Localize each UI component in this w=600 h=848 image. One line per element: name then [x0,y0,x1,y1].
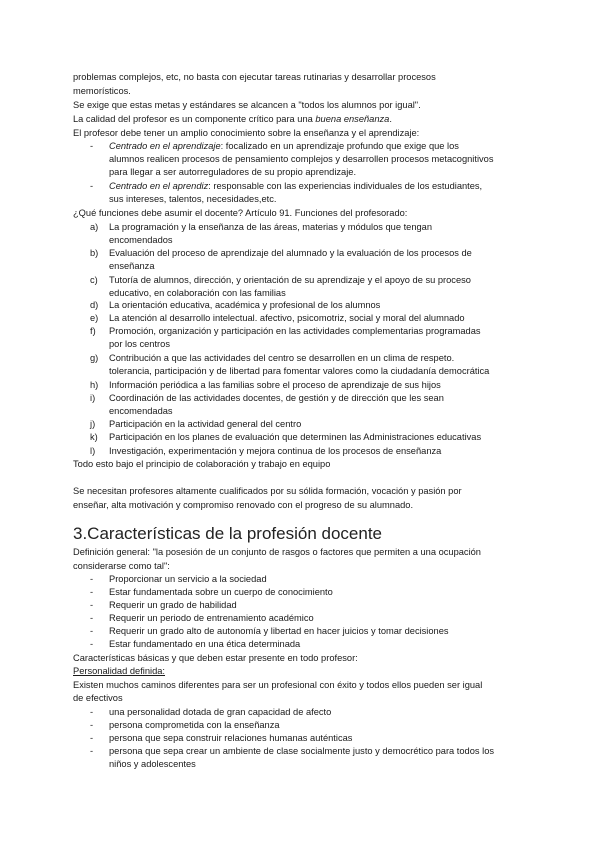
basics-line: Características básicas y que deben estar presente en todo profesor: [73,653,358,663]
function-item: Coordinación de las actividades docentes, de gestión y de dirección que les sean [109,393,444,403]
function-letter: g) [90,353,99,363]
trait-item: Requerir un grado alto de autonomía y libertad en hacer juicios y tomar decisiones [109,626,449,636]
focus-item-learner [109,180,482,193]
trait-bullet: - [90,587,94,597]
personality-intro-line-1: Existen muchos caminos diferentes para ser un profesional con éxito y todos ellos pueden ser igual [73,680,483,690]
function-letter: e) [90,313,99,323]
trait-item: Requerir un periodo de entrenamiento académico [109,613,314,623]
personality-bullet: - [90,733,94,743]
focus-item-text: : responsable con las experiencias individuales de los estudiantes, [208,181,483,191]
intro-line-4-end: . [389,114,392,124]
function-item: Promoción, organización y participación en las actividades complementarias programadas [109,326,481,336]
personality-item: persona comprometida con la enseñanza [109,720,280,730]
focus-item-cont: sus intereses, talentos, necesidades,etc. [109,194,277,204]
focus-item-term: Centrado en el aprendiz [109,181,209,191]
intro-line-4-emphasis: buena enseñanza [315,114,390,124]
function-item: Información periódica a las familias sobre el proceso de aprendizaje de sus hijos [109,380,441,390]
collaboration-line: Todo esto bajo el principio de colaboración y trabajo en equipo [73,459,331,469]
definition-line-1: Definición general: "la posesión de un conjunto de rasgos o factores que permiten a una ocupación [73,547,481,557]
focus-bullet: - [90,181,94,191]
personality-item: una personalidad dotada de gran capacidad de afecto [109,707,332,717]
function-letter: i) [90,393,96,403]
function-item-cont: encomendados [109,235,173,245]
trait-bullet: - [90,600,94,610]
function-letter: d) [90,300,99,310]
trait-item: Estar fundamentada sobre un cuerpo de conocimiento [109,587,333,597]
trait-item: Proporcionar un servicio a la sociedad [109,574,267,584]
focus-item-learning [109,140,459,153]
function-item-cont: tolerancia, participación y de libertad para fomentar valores como la ciudadanía democrática [109,366,490,376]
trait-bullet: - [90,613,94,623]
focus-item-cont: alumnos realicen procesos de pensamiento complejos y desarrollen procesos metacognitivos [109,154,494,164]
intro-line-4 [73,113,392,126]
focus-item-text: : focalizado en un aprendizaje profundo que exige que los [220,141,459,151]
intro-line-4-text: La calidad del profesor es un componente crítico para una [73,114,316,124]
function-letter: l) [90,446,96,456]
personality-item-cont: niños y adolescentes [109,759,196,769]
function-item-cont: educativo, en colaboración con las familias [109,288,286,298]
focus-item-term: Centrado en el aprendizaje [109,141,221,151]
function-letter: a) [90,222,99,232]
trait-bullet: - [90,639,94,649]
closing-line-2: enseñar, alta motivación y compromiso renovado con el progreso de su alumnado. [73,500,414,510]
function-item: Contribución a que las actividades del centro se desarrollen en un clima de respeto. [109,353,455,363]
function-item: La atención al desarrollo intelectual. afectivo, psicomotriz, social y moral del alumnado [109,313,465,323]
function-letter: h) [90,380,99,390]
function-item: Evaluación del proceso de aprendizaje del alumnado y la evaluación de los procesos de [109,248,472,258]
function-item: Participación en la actividad general del centro [109,419,302,429]
function-item-cont: por los centros [109,339,170,349]
function-item: Investigación, experimentación y mejora continua de los procesos de enseñanza [109,446,442,456]
personality-intro-line-2: de efectivos [73,693,123,703]
function-item: La programación y la enseñanza de las áreas, materias y módulos que tengan [109,222,433,232]
intro-line-1: problemas complejos, etc, no basta con ejecutar tareas rutinarias y desarrollar procesos [73,72,436,82]
function-item-cont: encomendadas [109,406,173,416]
function-item: Tutoría de alumnos, dirección, y orientación de su aprendizaje y el apoyo de su proceso [109,275,471,285]
focus-bullet: - [90,141,94,151]
intro-line-5: El profesor debe tener un amplio conocimiento sobre la enseñanza y el aprendizaje: [73,128,420,138]
trait-bullet: - [90,626,94,636]
trait-bullet: - [90,574,94,584]
function-letter: f) [90,326,96,336]
personality-bullet: - [90,720,94,730]
trait-item: Requerir un grado de habilidad [109,600,237,610]
intro-line-2: memorísticos. [73,86,131,96]
function-item: Participación en los planes de evaluación que determinen las Administraciones educativas [109,432,482,442]
functions-question: ¿Qué funciones debe asumir el docente? Artículo 91. Funciones del profesorado: [73,208,408,218]
personality-bullet: - [90,707,94,717]
intro-line-3: Se exige que estas metas y estándares se alcancen a "todos los alumnos por igual". [73,100,421,110]
personality-heading: Personalidad definida: [73,666,166,676]
function-item: La orientación educativa, académica y profesional de los alumnos [109,300,381,310]
focus-item-cont: para llegar a ser autorreguladores de su propio aprendizaje. [109,167,357,177]
closing-line-1: Se necesitan profesores altamente cualificados por su sólida formación, vocación y pasión por [73,486,462,496]
function-letter: j) [90,419,96,429]
definition-line-2: considerarse como tal": [73,561,170,571]
personality-item: persona que sepa crear un ambiente de clase socialmente justo y democrético para todos los [109,746,495,756]
function-letter: b) [90,248,99,258]
section-3-heading: 3.Características de la profesión docente [73,524,383,543]
function-letter: c) [90,275,98,285]
personality-item: persona que sepa construir relaciones humanas auténticas [109,733,353,743]
function-letter: k) [90,432,98,442]
trait-item: Estar fundamentado en una ética determinada [109,639,301,649]
function-item-cont: enseñanza [109,261,155,271]
personality-bullet: - [90,746,94,756]
